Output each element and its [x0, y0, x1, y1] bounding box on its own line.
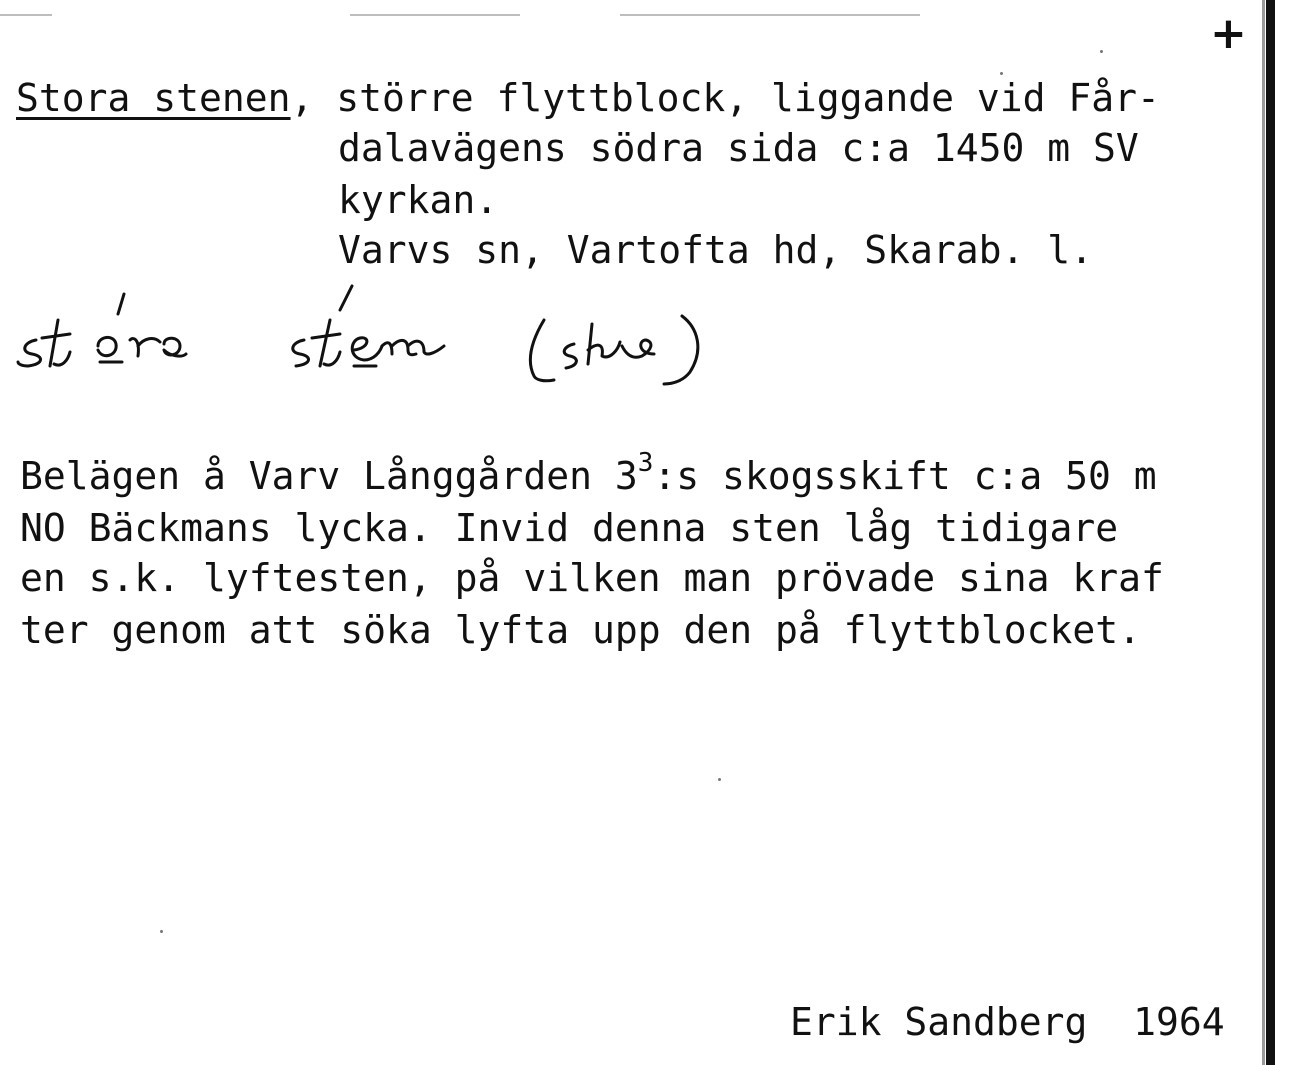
scan-speck: [1100, 50, 1103, 53]
plus-mark-icon: +: [1210, 8, 1247, 59]
scan-speck: [1000, 72, 1003, 75]
body-line-3: en s.k. lyftesten, på vilken man prövade sina kraf: [20, 556, 1164, 600]
body-line-1-start: Belägen å Varv Långgården 3: [20, 454, 638, 498]
handwritten-note: [14, 280, 734, 400]
scan-speck: [718, 778, 721, 781]
body-superscript: 3: [637, 448, 654, 478]
card-edge: [1266, 0, 1275, 1065]
scan-mark: [620, 14, 920, 16]
signature: Erik Sandberg 1964: [790, 1000, 1225, 1044]
description-line-1: dalavägens södra sida c:a 1450 m SV: [338, 126, 1139, 170]
body-line-2: NO Bäckmans lycka. Invid denna sten låg tidigare: [20, 506, 1119, 550]
scan-mark: [0, 14, 52, 16]
header-intro: , större flyttblock, liggande vid Får-: [290, 76, 1160, 120]
header-line: [16, 72, 1160, 124]
card-edge-shadow: [1262, 0, 1265, 1065]
scan-mark: [350, 14, 520, 16]
location-line: Varvs sn, Vartofta hd, Skarab. l.: [338, 228, 1093, 272]
body-line-1-end: :s skogsskift c:a 50 m: [653, 454, 1157, 498]
body-line-1: [20, 450, 1157, 502]
body-line-4: ter genom att söka lyfta upp den på flyttblocket.: [20, 608, 1142, 652]
scan-speck: [160, 930, 163, 933]
description-line-2: kyrkan.: [338, 178, 499, 222]
card-heading: Stora stenen: [16, 76, 291, 120]
